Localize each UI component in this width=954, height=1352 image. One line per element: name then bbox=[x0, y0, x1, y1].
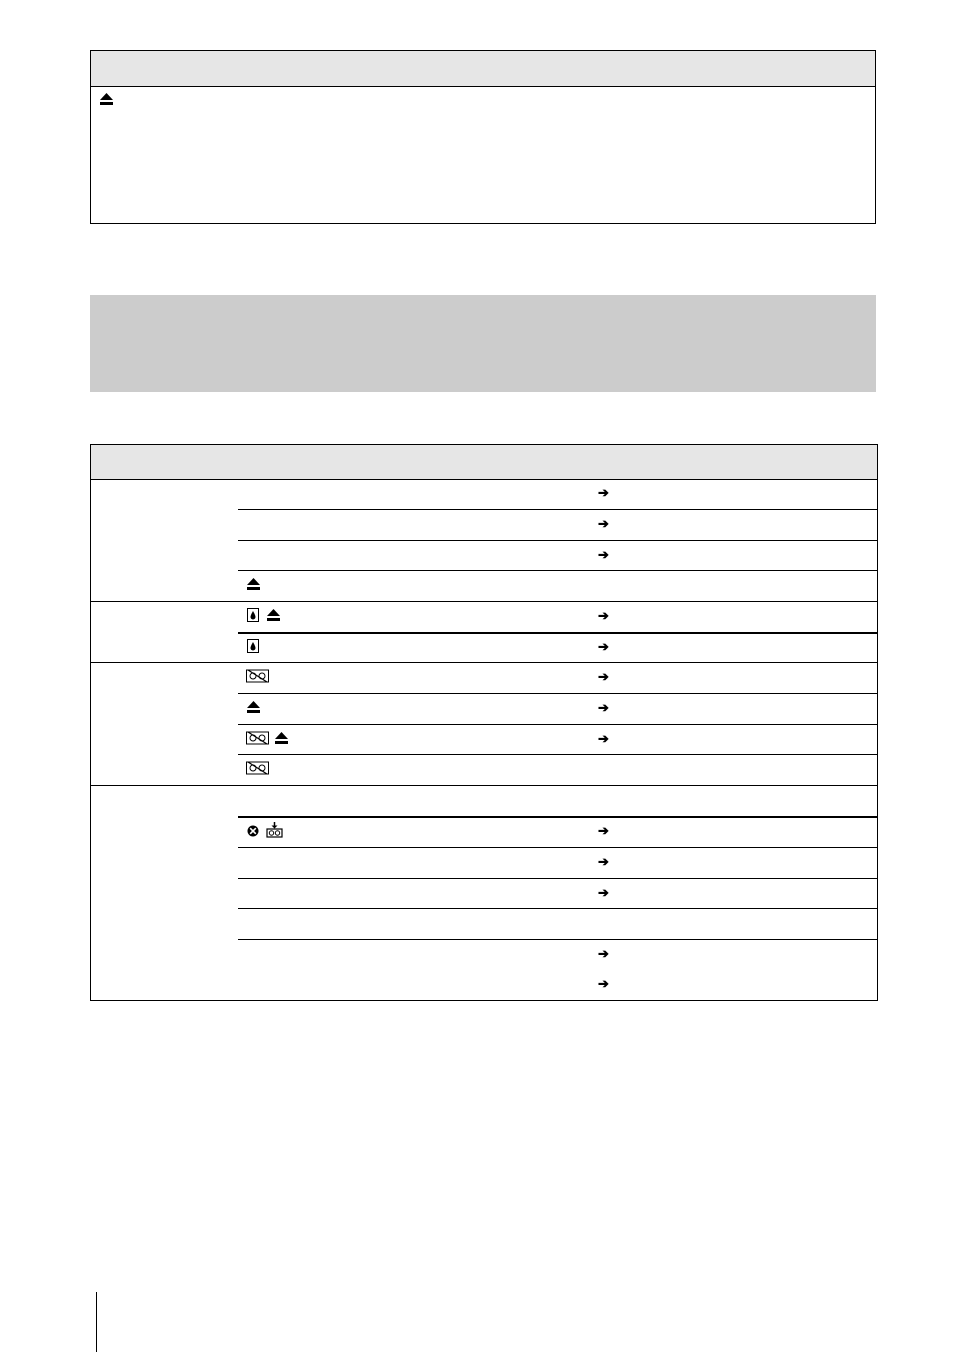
table-row bbox=[238, 510, 877, 540]
table-row bbox=[238, 940, 877, 970]
page-margin-line bbox=[96, 1292, 97, 1352]
no-tape-icon bbox=[246, 669, 269, 688]
eject-icon bbox=[266, 608, 281, 627]
moisture-icon bbox=[246, 639, 261, 658]
table-row bbox=[238, 663, 877, 693]
arrow-icon: ➔ bbox=[598, 976, 609, 991]
arrow-icon: ➔ bbox=[598, 516, 609, 531]
table-row bbox=[238, 970, 877, 1000]
section-header-band bbox=[90, 295, 876, 392]
head-clean-icon bbox=[266, 822, 283, 843]
arrow-icon: ➔ bbox=[598, 946, 609, 961]
table-row bbox=[238, 479, 877, 509]
arrow-icon: ➔ bbox=[598, 885, 609, 900]
table-row bbox=[238, 602, 877, 632]
table-row bbox=[238, 694, 877, 724]
top-table bbox=[90, 50, 876, 224]
table-row bbox=[238, 725, 877, 755]
arrow-icon: ➔ bbox=[598, 485, 609, 500]
table-row bbox=[238, 541, 877, 571]
table-row bbox=[238, 633, 877, 663]
moisture-icon bbox=[246, 608, 261, 627]
table-row bbox=[238, 879, 877, 909]
arrow-icon: ➔ bbox=[598, 669, 609, 684]
eject-icon bbox=[274, 731, 289, 750]
warning-icon bbox=[246, 823, 261, 842]
table-row bbox=[238, 909, 877, 939]
main-table-header bbox=[91, 445, 877, 480]
arrow-icon: ➔ bbox=[598, 608, 609, 623]
top-table-header bbox=[91, 51, 875, 87]
arrow-icon: ➔ bbox=[598, 854, 609, 869]
arrow-icon: ➔ bbox=[598, 639, 609, 654]
table-row bbox=[238, 571, 877, 601]
no-tape-icon bbox=[246, 761, 269, 780]
arrow-icon: ➔ bbox=[598, 731, 609, 746]
arrow-icon: ➔ bbox=[598, 823, 609, 838]
eject-icon bbox=[246, 577, 261, 596]
table-row bbox=[238, 848, 877, 878]
no-tape-icon bbox=[246, 731, 269, 750]
table-row bbox=[238, 755, 877, 785]
arrow-icon: ➔ bbox=[598, 700, 609, 715]
table-row bbox=[238, 786, 877, 816]
arrow-icon: ➔ bbox=[598, 547, 609, 562]
main-table bbox=[90, 444, 878, 1001]
eject-icon bbox=[99, 92, 114, 111]
eject-icon bbox=[246, 700, 261, 719]
table-row bbox=[238, 817, 877, 847]
